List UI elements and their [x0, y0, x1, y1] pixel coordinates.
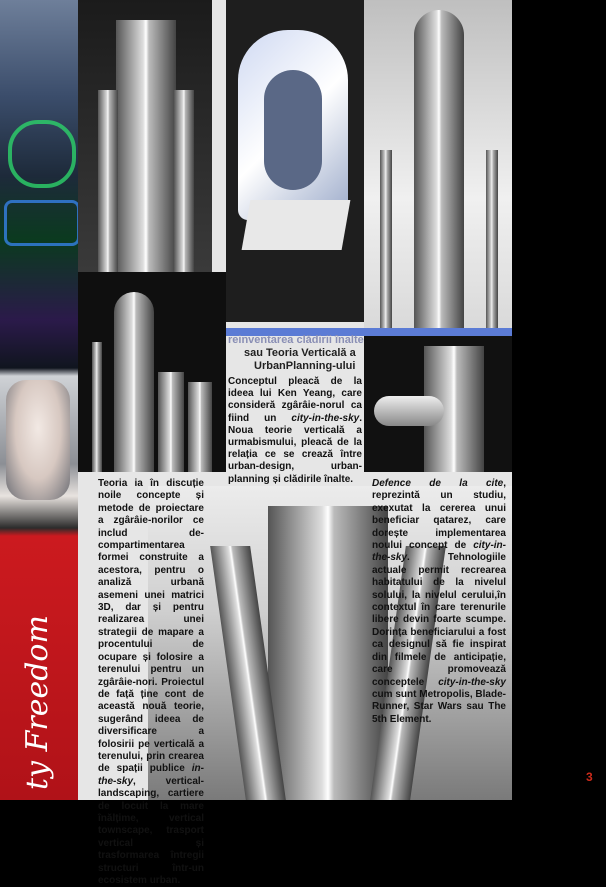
body-text: , reprezintă un studiu, exexutat la cererea unui beneficiar qatarez, care dorește implementarea noului concept de [372, 478, 506, 552]
page-number: 3 [586, 770, 593, 784]
article-heading [228, 334, 364, 373]
body-column-left [98, 478, 204, 887]
body-text: Teoria ia în discuție noile concepte și metode de proiectare a zgârâie-norilor ce includ de-compartimentarea formei construite a acestora, pentru o analiză urbană asemeni unei matrici 3D, dar și pentru realizarea unei strategii de mapare a procentului de ocupare și folosire a terenului pentru un zgârâie-nori. Proiectul de față ține cont de această nouă teorie, sugerând ideea de diversificare a folosirii pe verticală a terenului, prin crearea de spații publice [98, 478, 204, 775]
body-text: . Tehnologiile actuale permit recrearea habitatului de la nivelul solului, la nivelul cerului,în contextul în care terenurile libere devin foarte scumpe. Dorința beneficiarului a fost ca designul să fie inspirat din filmele de anticipație, care promovează conceptele [372, 552, 506, 688]
billboard-photo-strip [0, 0, 78, 800]
intro-text: Conceptul pleacă de la ideea lui Ken Yeang, care consideră zgârâie-norul ca fiind un [228, 376, 362, 424]
body-italic: in-the-sky [98, 763, 204, 787]
intro-paragraph [228, 376, 362, 486]
body-text: cum sunt Metropolis, Blade-Runner, Star Wars sau The 5th Element. [372, 688, 506, 725]
render-tower-top-view [226, 0, 364, 322]
billboard-face [6, 380, 70, 500]
intro-italic: city-in-the-sky [291, 412, 360, 424]
render-tower-night [78, 272, 226, 472]
body-column-right [372, 478, 506, 726]
heading-line-1: reinventarea clădirii înalte [228, 334, 364, 346]
body-text: , vertical-landscaping, cartiere de locuit la mare înălțime, vertical townscape, trasport vertical și trasformarea întregii structuri într-un ecosistem urban. [98, 775, 204, 886]
billboard-text: ty Freedom [20, 615, 55, 790]
intro-text: . Noua teorie verticală a urmabismului, pleacă de la relația ce se crează între urban-design, urban-planning și clădirile înalte. [228, 412, 362, 485]
neon-sign [4, 200, 80, 246]
heading-line-3: UrbanPlanning-ului [254, 360, 356, 372]
render-tower-full [364, 0, 512, 330]
body-italic: city-in-the-sky [438, 676, 506, 688]
body-italic: city-in-the-sky [372, 540, 506, 564]
body-italic: Defence de la cite [372, 478, 504, 489]
render-tower-base [78, 0, 212, 272]
heading-line-2: sau Teoria Verticală a [244, 347, 356, 359]
render-tower-detail [364, 336, 512, 472]
right-margin [512, 0, 606, 800]
neon-sign [8, 120, 76, 188]
